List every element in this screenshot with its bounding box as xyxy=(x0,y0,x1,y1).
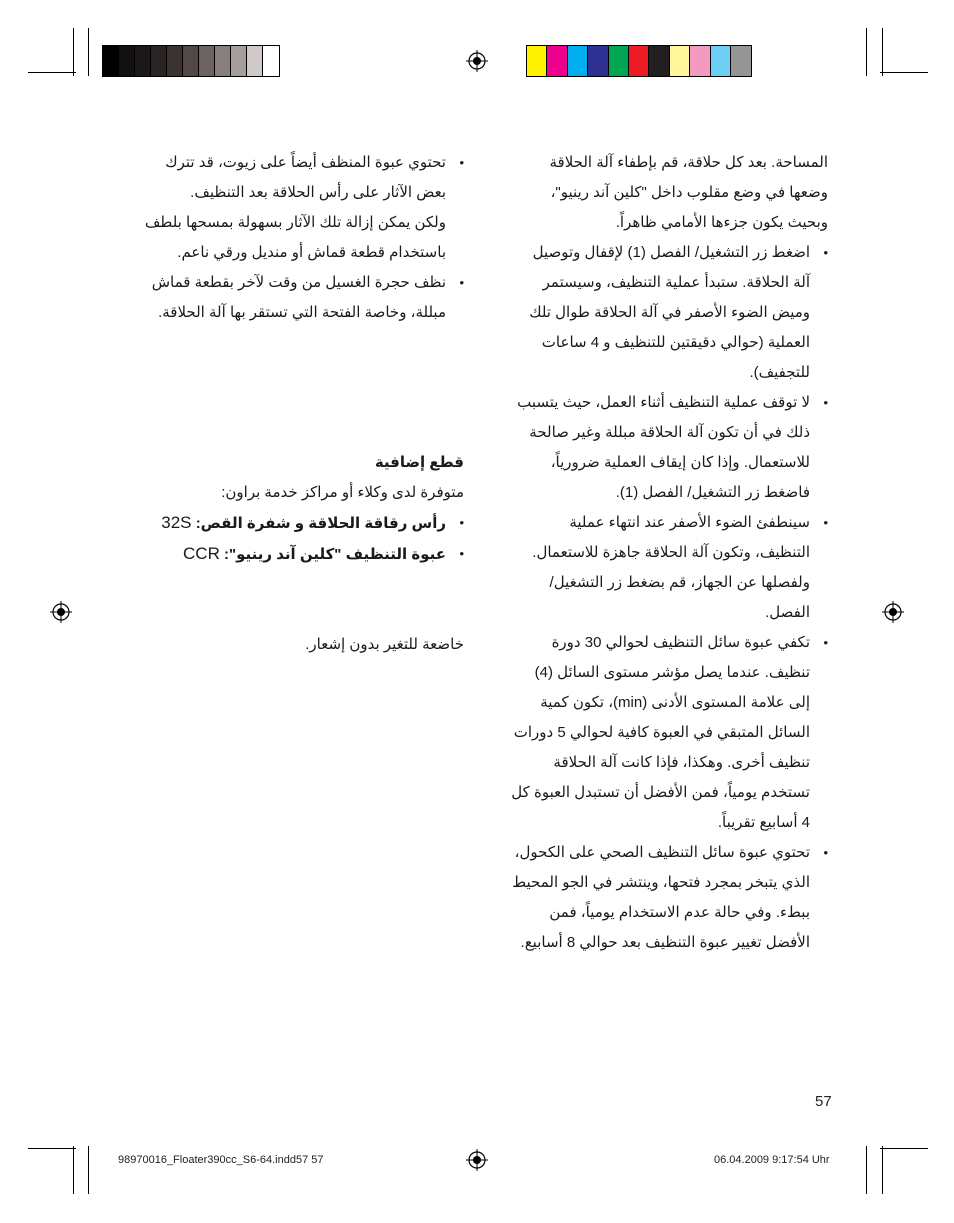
text-line: مبللة، وخاصة الفتحة التي تستقر بها آلة الحلاقة. xyxy=(158,304,446,321)
crop-mark xyxy=(880,1148,928,1149)
list-item xyxy=(494,838,828,958)
footer-file-info: 98970016_Floater390cc_S6-64.indd57 57 xyxy=(118,1154,324,1166)
color-swatch xyxy=(527,46,547,76)
list-item xyxy=(494,508,828,628)
crop-mark xyxy=(88,1146,89,1194)
text-line: وبحيث يكون جزءها الأمامي ظاهراً. xyxy=(615,214,828,231)
left-column xyxy=(116,148,464,660)
text-line: • تحتوي عبوة سائل التنظيف الصحي على الكحول، xyxy=(514,844,810,861)
text-line: المساحة. بعد كل حلاقة، قم بإطفاء آلة الحلاقة xyxy=(549,154,828,171)
text-line: للاستعمال. وإذا كان إيقاف العملية ضرورياً، xyxy=(550,454,810,471)
gray-swatch xyxy=(135,46,151,76)
gray-swatch xyxy=(151,46,167,76)
color-swatch xyxy=(629,46,649,76)
text-line: وميض الضوء الأصفر في آلة الحلاقة طوال تلك xyxy=(529,304,810,321)
list-item xyxy=(116,268,464,328)
gray-swatch xyxy=(247,46,263,76)
text-line: بعض الآثار على رأس الحلاقة بعد التنظيف. xyxy=(190,184,446,201)
accessories-intro: متوفرة لدى وكلاء أو مراكز خدمة براون: xyxy=(221,484,464,501)
color-swatch xyxy=(711,46,731,76)
list-item xyxy=(494,238,828,388)
text-line: الذي يتبخر بمجرد فتحها، وينتشر في الجو المحيط xyxy=(512,874,810,891)
gray-swatch xyxy=(263,46,279,76)
accessory-label: رأس رقاقة الحلاقة و شفرة القص: xyxy=(195,515,446,532)
text-line: • اضغط زر التشغيل/ الفصل (1) لإقفال وتوصيل xyxy=(532,244,810,261)
grayscale-color-bar xyxy=(102,45,280,77)
intro-paragraph xyxy=(494,148,828,238)
crop-mark xyxy=(28,72,76,73)
text-line: وضعها في وضع مقلوب داخل "كلين آند رينيو"، xyxy=(550,184,828,201)
text-line: للتجفيف). xyxy=(749,364,810,381)
gray-swatch xyxy=(103,46,119,76)
instruction-list xyxy=(494,238,828,958)
list-item xyxy=(116,539,464,570)
text-line: الفصل. xyxy=(765,604,810,621)
color-swatch xyxy=(547,46,567,76)
text-line: السائل المتبقي في العبوة كافية لحوالي 5 دورات xyxy=(513,724,810,741)
color-swatch xyxy=(609,46,629,76)
notice-text: خاضعة للتغير بدون إشعار. xyxy=(305,636,464,653)
crop-mark xyxy=(882,1146,883,1194)
text-line: باستخدام قطعة قماش أو منديل ورقي ناعم. xyxy=(177,244,446,261)
text-line: • لا توقف عملية التنظيف أثناء العمل، حيث يتسبب xyxy=(517,394,810,411)
crop-mark xyxy=(73,1146,74,1194)
text-line: تنظيف. عندما يصل مؤشر مستوى السائل (4) xyxy=(534,664,810,681)
text-line: العملية (حوالي دقيقتين للتنظيف و 4 ساعات xyxy=(541,334,810,351)
color-swatch xyxy=(690,46,710,76)
gray-swatch xyxy=(183,46,199,76)
list-item xyxy=(494,628,828,838)
color-swatch xyxy=(588,46,608,76)
accessory-label: عبوة التنظيف "كلين آند رينيو": xyxy=(224,546,446,563)
text-line: • تحتوي عبوة المنظف أيضاً على زيوت، قد تترك xyxy=(165,154,446,171)
text-line: 4 أسابيع تقريباً. xyxy=(717,814,810,831)
crop-mark xyxy=(73,28,74,76)
color-swatch xyxy=(568,46,588,76)
gray-swatch xyxy=(231,46,247,76)
cleaning-tips-list xyxy=(116,148,464,328)
crop-mark xyxy=(882,28,883,76)
color-swatch xyxy=(731,46,751,76)
list-item xyxy=(116,148,464,268)
text-line: ولكن يمكن إزالة تلك الآثار بسهولة بمسحها بلطف xyxy=(144,214,446,231)
text-line: الأفضل تغيير عبوة التنظيف بعد حوالي 8 أسابيع. xyxy=(520,934,810,951)
text-line: تستخدم يومياً، فمن الأفضل أن تستبدل العبوة كل xyxy=(511,784,810,801)
accessories-list xyxy=(116,508,464,570)
accessory-code: 32S xyxy=(161,513,192,532)
text-line: • سينطفئ الضوء الأصفر عند انتهاء عملية xyxy=(569,514,810,531)
text-line: • نظف حجرة الغسيل من وقت لآخر بقطعة قماش xyxy=(151,274,446,291)
registration-mark-icon xyxy=(50,601,72,623)
crop-mark xyxy=(880,72,928,73)
gray-swatch xyxy=(215,46,231,76)
crop-mark xyxy=(866,1146,867,1194)
accessories-heading: قطع إضافية xyxy=(374,454,464,471)
registration-mark-icon xyxy=(882,601,904,623)
footer-timestamp: 06.04.2009 9:17:54 Uhr xyxy=(714,1154,830,1166)
page-number: 57 xyxy=(815,1093,832,1110)
gray-swatch xyxy=(199,46,215,76)
registration-mark-icon xyxy=(466,50,488,72)
gray-swatch xyxy=(167,46,183,76)
list-item xyxy=(116,508,464,539)
process-color-bar xyxy=(526,45,752,77)
text-line: ببطء. وفي حالة عدم الاستخدام يومياً، فمن xyxy=(549,904,810,921)
text-line: • تكفي عبوة سائل التنظيف لحوالي 30 دورة xyxy=(551,634,810,651)
text-line: ذلك في أن تكون آلة الحلاقة مبللة وغير صالحة xyxy=(529,424,810,441)
text-line: إلى علامة المستوى الأدنى (min)، تكون كمية xyxy=(540,694,810,711)
text-line: ولفصلها عن الجهاز، قم بضغط زر التشغيل/ xyxy=(549,574,810,591)
text-line: فاضغط زر التشغيل/ الفصل (1). xyxy=(615,484,810,501)
crop-mark xyxy=(88,28,89,76)
gray-swatch xyxy=(119,46,135,76)
accessory-code: CCR xyxy=(183,544,220,563)
text-line: تنظيف أخرى. وهكذا، فإذا كانت آلة الحلاقة xyxy=(553,754,810,771)
color-swatch xyxy=(670,46,690,76)
right-column xyxy=(494,148,828,958)
text-line: آلة الحلاقة. ستبدأ عملية التنظيف، وسيستمر xyxy=(542,274,810,291)
registration-mark-icon xyxy=(466,1149,488,1171)
list-item xyxy=(494,388,828,508)
color-swatch xyxy=(649,46,669,76)
crop-mark xyxy=(28,1148,76,1149)
crop-mark xyxy=(866,28,867,76)
text-line: التنظيف، وتكون آلة الحلاقة جاهزة للاستعمال. xyxy=(532,544,810,561)
